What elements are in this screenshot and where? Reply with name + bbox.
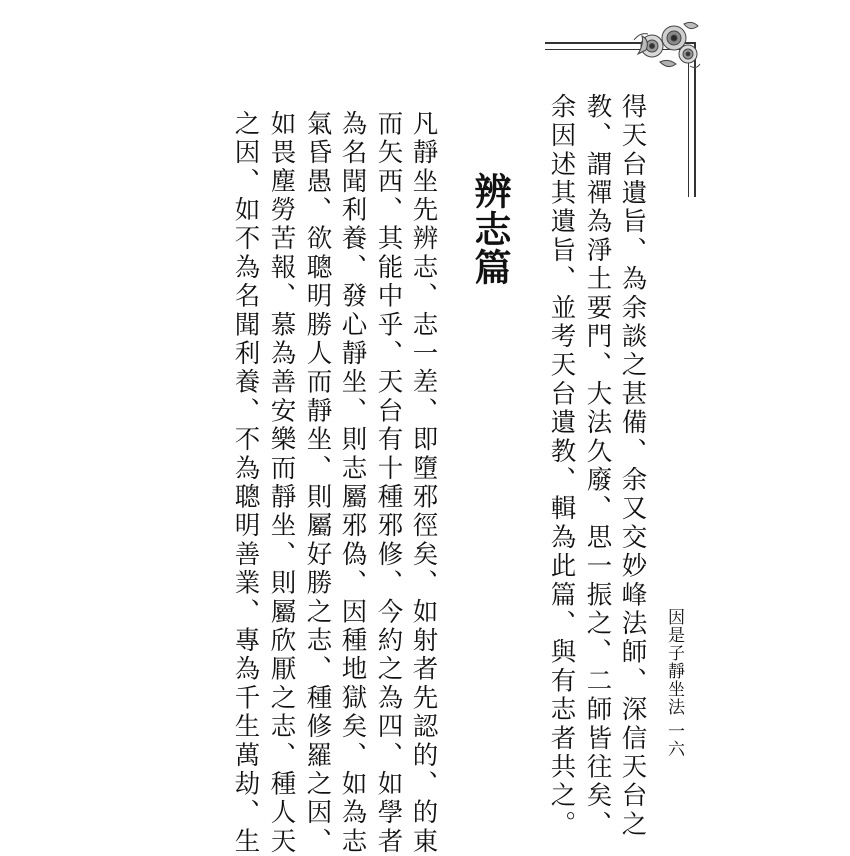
text-column-body-3: 為名聞利養、發心靜坐、則志屬邪偽、因種地獄矣、如為志 [337, 110, 368, 856]
running-head: 因是子靜坐法 [664, 608, 684, 716]
page-number: 一六 [664, 722, 684, 758]
text-column-right-1: 得天台遺旨、為余談之甚備、余又交妙峰法師、深信天台之 [617, 93, 648, 840]
text-column-body-5: 如畏塵勞苦報、慕為善安樂而靜坐、則屬欣厭之志、種人天 [266, 110, 297, 856]
text-column-body-6: 之因、如不為名聞利養、不為聰明善業、專為千生萬劫、生 [230, 110, 261, 856]
text-column-right-3: 余因述其遺旨、並考天台遺教、輯為此篇、與有志者共之。 [546, 93, 577, 840]
text-column-body-4: 氣昏愚、欲聰明勝人而靜坐、則屬好勝之志、種修羅之因、 [302, 110, 333, 856]
flower-ornament-icon [630, 14, 702, 74]
section-heading: 辨志篇 [468, 172, 512, 286]
text-column-body-1: 凡靜坐先辨志、志一差、即墮邪徑矣、如射者先認的、的東 [408, 110, 439, 856]
text-column-right-2: 教、謂禪為淨土要門、大法久廢、思一振之、二師皆往矣、 [582, 93, 613, 840]
text-column-body-2: 而矢西、其能中乎、天台有十種邪修、今約之為四、如學者 [373, 110, 404, 856]
